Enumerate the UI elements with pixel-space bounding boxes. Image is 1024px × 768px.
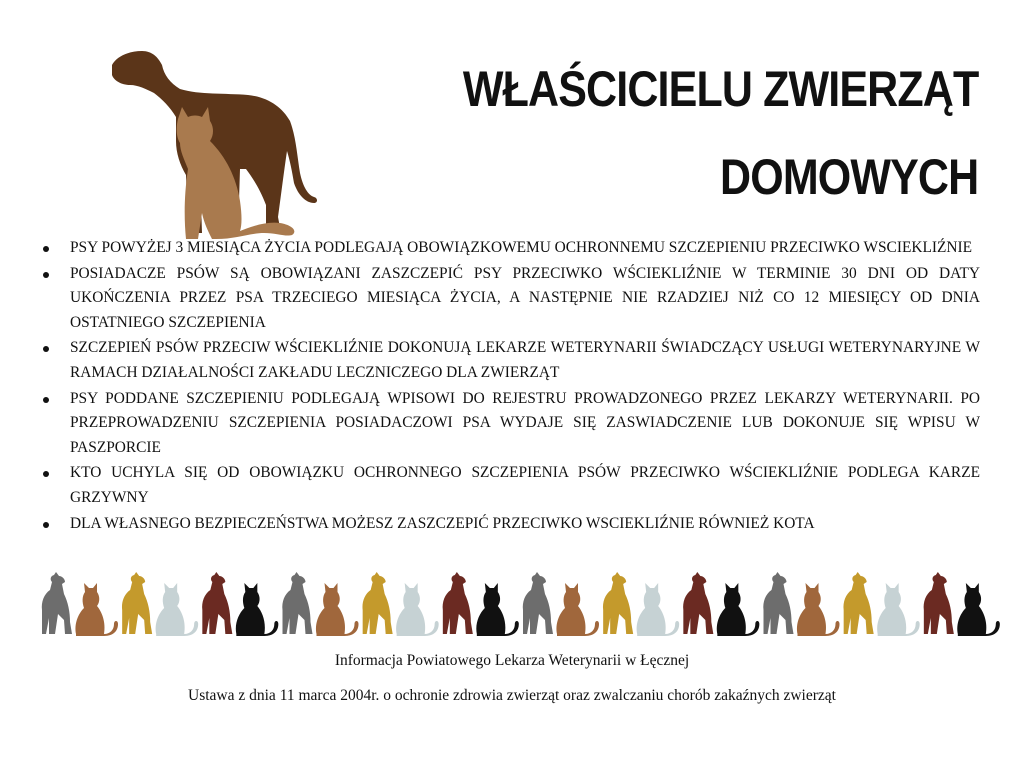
dog-silhouette-icon bbox=[202, 572, 232, 634]
cat-silhouette-icon bbox=[236, 583, 279, 636]
dog-silhouette-icon bbox=[282, 572, 312, 634]
list-item-text: KTO UCHYLA SIĘ OD OBOWIĄZKU OCHRONNEGO SZCZEPIENIA PSÓW PRZECIWKO WŚCIEKLIŹNIE PODLEGA KARZE GRZYWNY bbox=[70, 464, 980, 506]
dog-silhouette-icon bbox=[122, 572, 152, 634]
bullet-icon bbox=[43, 522, 49, 528]
list-item-text: DLA WŁASNEGO BEZPIECZEŃSTWA MOŻESZ ZASZCZEPIĆ PRZECIWKO WSCIEKLIŹNIE RÓWNIEŻ KOTA bbox=[70, 514, 815, 532]
footer-info: Informacja Powiatowego Lekarza Weterynarii w Łęcznej bbox=[334, 652, 690, 669]
dog-silhouette-icon bbox=[362, 572, 392, 634]
footer-law-reference: Ustawa z dnia 11 marca 2004r. o ochronie zdrowia zwierząt oraz zwalczaniu chorób zakaźnych zwierząt bbox=[188, 687, 836, 704]
page-title-line-2: DOMOWYCH bbox=[719, 149, 978, 205]
dog-silhouette-icon bbox=[843, 572, 873, 634]
cat-silhouette-icon bbox=[637, 583, 680, 636]
cat-silhouette-icon bbox=[476, 583, 519, 636]
list-item bbox=[40, 336, 980, 385]
bullet-icon bbox=[43, 471, 49, 477]
bullet-icon bbox=[43, 397, 49, 403]
dog-and-cat-silhouette-icon bbox=[100, 45, 325, 240]
bullet-list bbox=[40, 236, 980, 537]
list-item-text: PSY POWYŻEJ 3 MIESIĄCA ŻYCIA PODLEGAJĄ OBOWIĄZKOWEMU OCHRONNEMU SZCZEPIENIU PRZECIWKO WSCIEKLIŹNIE bbox=[70, 239, 973, 256]
cat-silhouette-icon bbox=[957, 583, 1000, 636]
cat-silhouette-icon bbox=[316, 583, 359, 636]
dog-cat-silhouette-border-icon bbox=[38, 570, 1000, 636]
list-item-text: SZCZEPIEŃ PSÓW PRZECIW WŚCIEKLIŹNIE DOKONUJĄ LEKARZE WETERYNARII ŚWIADCZĄCY USŁUGI WETERYNARYJNE W RAMACH DZIAŁALNOŚCI ZAKŁADU LECZNICZEGO DLA ZWIERZĄT bbox=[70, 339, 980, 381]
page-title-line-1: WŁAŚCICIELU ZWIERZĄT bbox=[462, 61, 978, 117]
dog-silhouette-icon bbox=[443, 572, 473, 634]
list-item bbox=[40, 461, 980, 510]
cat-silhouette-icon bbox=[797, 583, 840, 636]
cat-silhouette-icon bbox=[877, 583, 920, 636]
cat-silhouette-icon bbox=[396, 583, 439, 636]
dog-silhouette-icon bbox=[683, 572, 713, 634]
list-item-text: PSY PODDANE SZCZEPIENIU PODLEGAJĄ WPISOWI DO REJESTRU PROWADZONEGO PRZEZ LEKARZY WETERYNARII. PO PRZEPROWADZENIU SZCZEPIENIA POSIADACZOWI PSA WYDAJE SIĘ ZASWIADCZENIE LUB DOKONUJE SIĘ WPISU W PASZPORCIE bbox=[70, 389, 980, 456]
dog-silhouette-icon bbox=[763, 572, 793, 634]
cat-silhouette-icon bbox=[556, 583, 599, 636]
cat-silhouette-icon bbox=[717, 583, 760, 636]
list-item bbox=[40, 236, 980, 261]
list-item-text: POSIADACZE PSÓW SĄ OBOWIĄZANI ZASZCZEPIĆ PSY PRZECIWKO WŚCIEKLIŹNIE W TERMINIE 30 DNI OD DATY UKOŃCZENIA PRZEZ PSA TRZECIEGO MIESIĄCA ŻYCIA, A NASTĘPNIE NIE RZADZIEJ NIŻ CO 12 MIESIĘCY OD DNIA OSTATNIEGO SZCZEPIENIA bbox=[70, 264, 980, 331]
cat-silhouette-icon bbox=[75, 583, 118, 636]
bullet-icon bbox=[43, 246, 49, 252]
dog-silhouette-icon bbox=[523, 572, 553, 634]
bullet-icon bbox=[43, 272, 49, 278]
dog-silhouette-icon bbox=[42, 572, 72, 634]
list-item bbox=[40, 387, 980, 461]
list-item bbox=[40, 512, 980, 537]
bullet-icon bbox=[43, 346, 49, 352]
dog-silhouette-icon bbox=[603, 572, 633, 634]
cat-silhouette-icon bbox=[156, 583, 199, 636]
list-item bbox=[40, 262, 980, 336]
dog-silhouette-icon bbox=[924, 572, 954, 634]
